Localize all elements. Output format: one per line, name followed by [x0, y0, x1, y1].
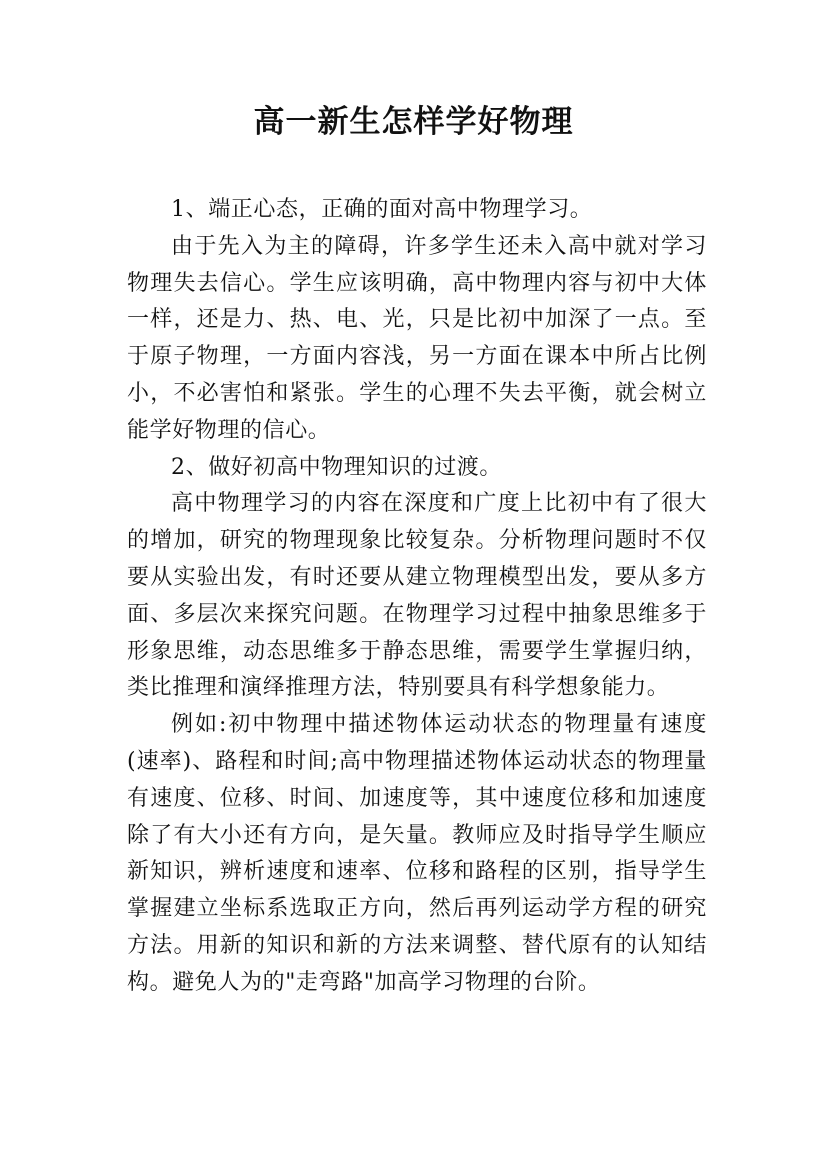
paragraph-3: 例如:初中物理中描述物体运动状态的物理量有速度(速率)、路程和时间;高中物理描述物体运动状态的物理量有速度、位移、时间、加速度等，其中速度位移和加速度除了有大小还有方向，是矢量。教师应及时指导学生顺应新知识，辨析速度和速率、位移和路程的区别，指导学生掌握建立坐标系选取正方向，然后再列运动学方程的研究方法。用新的知识和新的方法来调整、替代原有的认知结构。避免人为的"走弯路"加高学习物理的台阶。 — [127, 712, 707, 995]
paragraph-2: 高中物理学习的内容在深度和广度上比初中有了很大的增加，研究的物理现象比较复杂。分析物理问题时不仅要从实验出发，有时还要从建立物理模型出发，要从多方面、多层次来探究问题。在物理学习过程中抽象思维多于形象思维，动态思维多于静态思维，需要学生掌握归纳，类比推理和演绎推理方法，特别要具有科学想象能力。 — [127, 491, 707, 701]
section-heading-2: 2、做好初高中物理知识的过渡。 — [171, 454, 502, 480]
paragraph-1: 由于先入为主的障碍，许多学生还未入高中就对学习物理失去信心。学生应该明确，高中物理内容与初中大体一样，还是力、热、电、光，只是比初中加深了一点。至于原子物理，一方面内容浅，另一方面在课本中所占比例小，不必害怕和紧张。学生的心理不失去平衡，就会树立能学好物理的信心。 — [127, 233, 707, 443]
document-title: 高一新生怎样学好物理 — [253, 104, 574, 140]
document-body — [127, 192, 707, 1002]
section-heading-1: 1、端正心态，正确的面对高中物理学习。 — [171, 197, 593, 222]
